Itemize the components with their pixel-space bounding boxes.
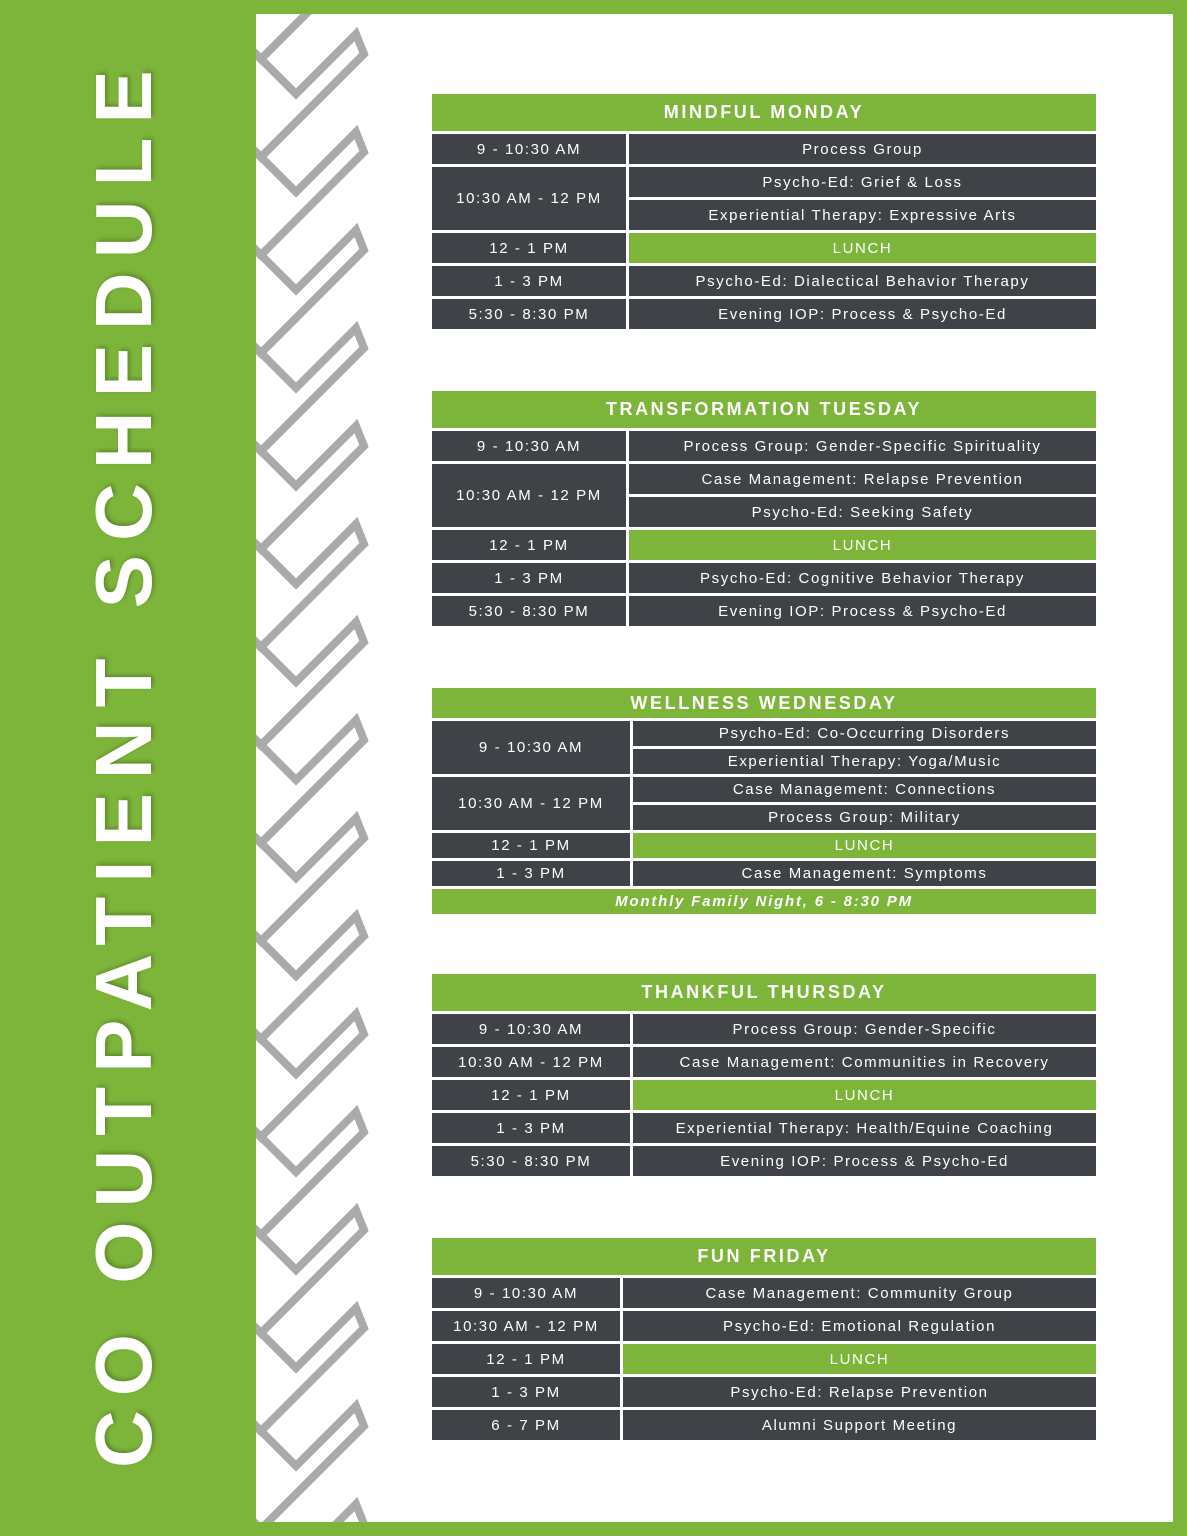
time-cell: 1 - 3 PM	[432, 861, 630, 886]
activity-cell: Case Management: Communities in Recovery	[633, 1047, 1096, 1077]
activity-cell: Process Group: Gender-Specific	[633, 1014, 1096, 1044]
time-cell: 10:30 AM - 12 PM	[432, 1311, 620, 1341]
day-header: WELLNESS WEDNESDAY	[432, 688, 1096, 718]
time-cell: 5:30 - 8:30 PM	[432, 1146, 630, 1176]
zigzag-decoration	[256, 14, 396, 1522]
time-cell: 1 - 3 PM	[432, 1113, 630, 1143]
activity-cell: Process Group	[629, 134, 1096, 164]
lunch-cell: LUNCH	[633, 833, 1096, 858]
activity-cell: Psycho-Ed: Seeking Safety	[629, 497, 1096, 527]
time-cell: 9 - 10:30 AM	[432, 134, 626, 164]
time-cell: 1 - 3 PM	[432, 1377, 620, 1407]
activity-cell: Psycho-Ed: Co-Occurring Disorders	[633, 721, 1096, 746]
activity-cell: Psycho-Ed: Dialectical Behavior Therapy	[629, 266, 1096, 296]
page-title: CO OUTPATIENT SCHEDULE	[79, 56, 168, 1468]
activity-cell: Process Group: Gender-Specific Spirituality	[629, 431, 1096, 461]
lunch-cell: LUNCH	[629, 233, 1096, 263]
time-cell: 10:30 AM - 12 PM	[432, 777, 630, 830]
activity-cell: Case Management: Connections	[633, 777, 1096, 802]
time-cell: 12 - 1 PM	[432, 233, 626, 263]
day-header: MINDFUL MONDAY	[432, 94, 1096, 131]
activity-cell: Experiential Therapy: Health/Equine Coaching	[633, 1113, 1096, 1143]
activity-cell: Case Management: Community Group	[623, 1278, 1096, 1308]
day-table-thursday	[432, 974, 1096, 1176]
activity-cell: Case Management: Relapse Prevention	[629, 464, 1096, 494]
activity-cell: Case Management: Symptoms	[633, 861, 1096, 886]
time-cell: 9 - 10:30 AM	[432, 1014, 630, 1044]
time-cell: 12 - 1 PM	[432, 530, 626, 560]
time-cell: 10:30 AM - 12 PM	[432, 167, 626, 230]
activity-cell: Psycho-Ed: Cognitive Behavior Therapy	[629, 563, 1096, 593]
activity-cell: Experiential Therapy: Yoga/Music	[633, 749, 1096, 774]
time-cell: 6 - 7 PM	[432, 1410, 620, 1440]
time-cell: 9 - 10:30 AM	[432, 1278, 620, 1308]
day-header: THANKFUL THURSDAY	[432, 974, 1096, 1011]
family-night-note: Monthly Family Night, 6 - 8:30 PM	[432, 889, 1096, 914]
time-cell: 1 - 3 PM	[432, 266, 626, 296]
activity-cell: Psycho-Ed: Emotional Regulation	[623, 1311, 1096, 1341]
activity-cell: Experiential Therapy: Expressive Arts	[629, 200, 1096, 230]
activity-cell: Process Group: Military	[633, 805, 1096, 830]
time-cell: 9 - 10:30 AM	[432, 721, 630, 774]
time-cell: 5:30 - 8:30 PM	[432, 299, 626, 329]
day-table-tuesday	[432, 391, 1096, 626]
time-cell: 10:30 AM - 12 PM	[432, 1047, 630, 1077]
lunch-cell: LUNCH	[633, 1080, 1096, 1110]
activity-cell: Evening IOP: Process & Psycho-Ed	[633, 1146, 1096, 1176]
time-cell: 5:30 - 8:30 PM	[432, 596, 626, 626]
activity-cell: Alumni Support Meeting	[623, 1410, 1096, 1440]
lunch-cell: LUNCH	[629, 530, 1096, 560]
day-header: TRANSFORMATION TUESDAY	[432, 391, 1096, 428]
day-header: FUN FRIDAY	[432, 1238, 1096, 1275]
activity-cell: Evening IOP: Process & Psycho-Ed	[629, 299, 1096, 329]
activity-cell: Evening IOP: Process & Psycho-Ed	[629, 596, 1096, 626]
time-cell: 12 - 1 PM	[432, 1344, 620, 1374]
time-cell: 12 - 1 PM	[432, 833, 630, 858]
lunch-cell: LUNCH	[623, 1344, 1096, 1374]
time-cell: 9 - 10:30 AM	[432, 431, 626, 461]
activity-cell: Psycho-Ed: Grief & Loss	[629, 167, 1096, 197]
time-cell: 12 - 1 PM	[432, 1080, 630, 1110]
activity-cell: Psycho-Ed: Relapse Prevention	[623, 1377, 1096, 1407]
day-table-friday	[432, 1238, 1096, 1440]
day-table-wednesday	[432, 688, 1096, 914]
day-table-monday	[432, 94, 1096, 329]
time-cell: 1 - 3 PM	[432, 563, 626, 593]
time-cell: 10:30 AM - 12 PM	[432, 464, 626, 527]
